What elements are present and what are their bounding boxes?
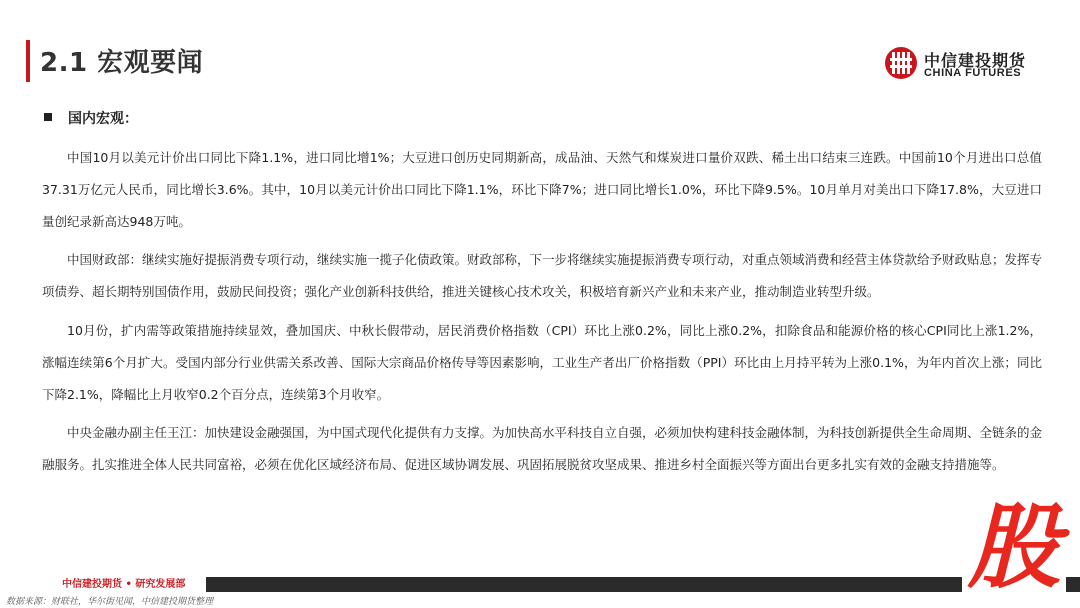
stock-watermark-icon: 股: [967, 494, 1060, 601]
news-paragraph: 中央金融办副主任王江：加快建设金融强国，为中国式现代化提供有力支撑。为加快高水平科技自立自强，必须加快构建科技金融体制，为科技创新提供全生命周期、全链条的金融服务。扎实推进全体人民共同富裕，必须在优化区域经济布局、促进区域协调发展、巩固拓展脱贫攻坚成果、推进乡村全面振兴等方面出台更多扎实有效的金融支持措施等。: [42, 425, 1043, 473]
company-logo: [884, 44, 1044, 84]
logo-english-name: CHINA FUTURES: [924, 67, 1022, 79]
news-paragraph: 中国财政部：继续实施好提振消费专项行动，继续实施一揽子化债政策。财政部称，下一步将继续实施提振消费专项行动，对重点领域消费和经营主体贷款给予财政贴息；发挥专项债券、超长期特别国债作用，鼓励民间投资；强化产业创新科技供给，推进关键核心技术攻关，积极培育新兴产业和未来产业，推动制造业转型升级。: [42, 252, 1043, 300]
news-paragraph: 10月份，扩内需等政策措施持续显效，叠加国庆、中秋长假带动，居民消费价格指数（CPI）环比上涨0.2%，同比上涨0.2%，扣除食品和能源价格的核心CPI同比上涨1.2%，涨幅连续第6个月扩大。受国内部分行业供需关系改善、国际大宗商品价格传导等因素影响，工业生产者出厂价格指数（PPI）环比由上月持平转为上涨0.1%，为年内首次上涨；同比下降2.1%，降幅比上月收窄0.2个百分点，连续第3个月收窄。: [42, 322, 1042, 402]
title-accent-bar: [26, 40, 30, 82]
square-bullet-icon: [44, 113, 52, 121]
section-heading: [44, 108, 138, 128]
news-paragraph: 中国10月以美元计价出口同比下降1.1%，进口同比增1%；大豆进口创历史同期新高，成品油、天然气和煤炭进口量价双跌、稀土出口结束三连跌。中国前10个月进出口总值37.31万亿元人民币，同比增长3.6%。其中，10月以美元计价出口同比下降1.1%，环比下降7%；进口同比增长1.0%，环比下降9.5%。10月单月对美出口下降17.8%，大豆进口量创纪录新高达948万吨。: [42, 150, 1042, 229]
logo-chinese-name: 中信建投期货: [924, 51, 1027, 70]
page-title: 2.1 宏观要闻: [40, 48, 204, 78]
footer-source: 数据来源：财联社，华尔街见闻，中信建投期货整理: [6, 597, 214, 607]
section-heading-text: 国内宏观：: [68, 111, 138, 127]
citic-logo-icon: [884, 46, 918, 80]
news-content: [42, 142, 1042, 488]
footer-department: 中信建投期货 • 研究发展部: [0, 577, 206, 592]
